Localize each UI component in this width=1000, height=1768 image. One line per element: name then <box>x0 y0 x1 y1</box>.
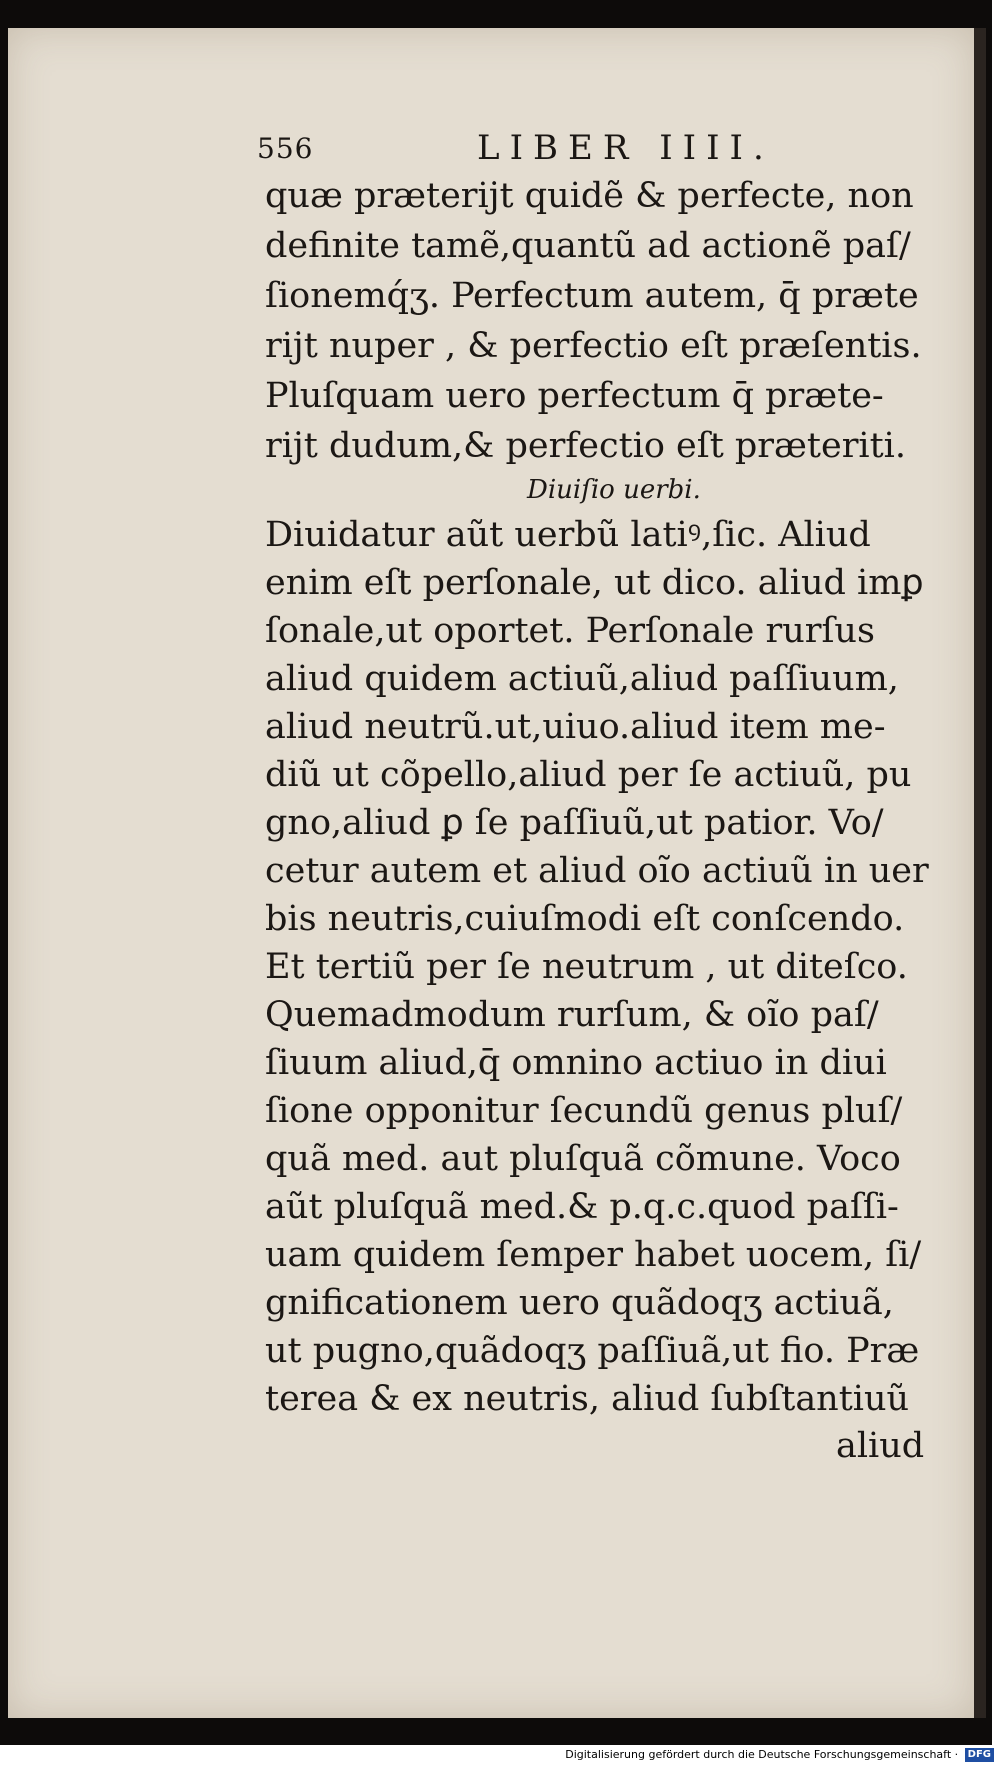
text-line: Et tertiũ per ſe neutrum , ut diteſco. <box>265 947 908 987</box>
text-line: bis neutris,cuiuſmodi eſt conſcendo. <box>265 899 905 939</box>
text-line: rijt nuper , & perfectio eſt præſentis. <box>265 326 922 366</box>
digitization-credit <box>565 1746 994 1764</box>
text-line: enim eſt perſonale, ut dico. aliud imꝑ <box>265 563 924 603</box>
text-line: ſionemq́ʒ. Perfectum autem, q̄ præte <box>265 276 919 316</box>
text-line: terea & ex neutris, aliud ſubſtantiuũ <box>265 1379 910 1419</box>
text-line: ſione opponitur ſecundũ genus pluſ/ <box>265 1091 903 1131</box>
text-line: gno,aliud ꝑ ſe paſſiuũ,ut patior. Vo/ <box>265 803 884 843</box>
text-line: Diuidatur aũt uerbũ latiꝰ,ſic. Aliud <box>265 515 871 555</box>
text-line: aũt pluſquã med.& p.q.c.quod paſſi- <box>265 1187 899 1227</box>
page-edge <box>974 28 986 1718</box>
text-line: cetur autem et aliud oĩo actiuũ in uer <box>265 851 929 891</box>
text-line: rijt dudum,& perfectio eſt præteriti. <box>265 426 907 466</box>
text-line: ſiuum aliud,q̄ omnino actiuo in diui <box>265 1043 887 1083</box>
text-line: Pluſquam uero perfectum q̄ præte- <box>265 376 884 416</box>
page-header <box>257 128 777 172</box>
text-line: diũ ut cõpello,aliud per ſe actiuũ, pu <box>265 755 912 795</box>
text-line: Quemadmodum rurſum, & oĩo paſ/ <box>265 995 879 1035</box>
credit-text: Digitalisierung gefördert durch die Deutsche Forschungsgemeinschaft · <box>565 1748 959 1761</box>
catchword: aliud <box>836 1426 925 1466</box>
page-number: 556 <box>257 132 314 165</box>
text-line: definite tamẽ,quantũ ad actionẽ paſ/ <box>265 226 911 266</box>
text-line: quæ præterijt quidẽ & perfecte, non <box>265 176 914 216</box>
running-title: LIBER IIII. <box>477 128 774 168</box>
text-line: aliud neutrũ.ut,uiuo.aliud item me- <box>265 707 886 747</box>
section-subheading: Diuiſio uerbi. <box>527 475 701 505</box>
text-line: ſonale,ut oportet. Perſonale rurſus <box>265 611 875 651</box>
dfg-logo: DFG <box>965 1748 994 1762</box>
text-line: quã med. aut pluſquã cõmune. Voco <box>265 1139 901 1179</box>
text-line: gnificationem uero quãdoqʒ actiuã, <box>265 1283 894 1323</box>
text-line: aliud quidem actiuũ,aliud paſſiuum, <box>265 659 899 699</box>
text-line: ut pugno,quãdoqʒ paſſiuã,ut fio. Præ <box>265 1331 920 1371</box>
text-line: uam quidem ſemper habet uocem, ſi/ <box>265 1235 922 1275</box>
